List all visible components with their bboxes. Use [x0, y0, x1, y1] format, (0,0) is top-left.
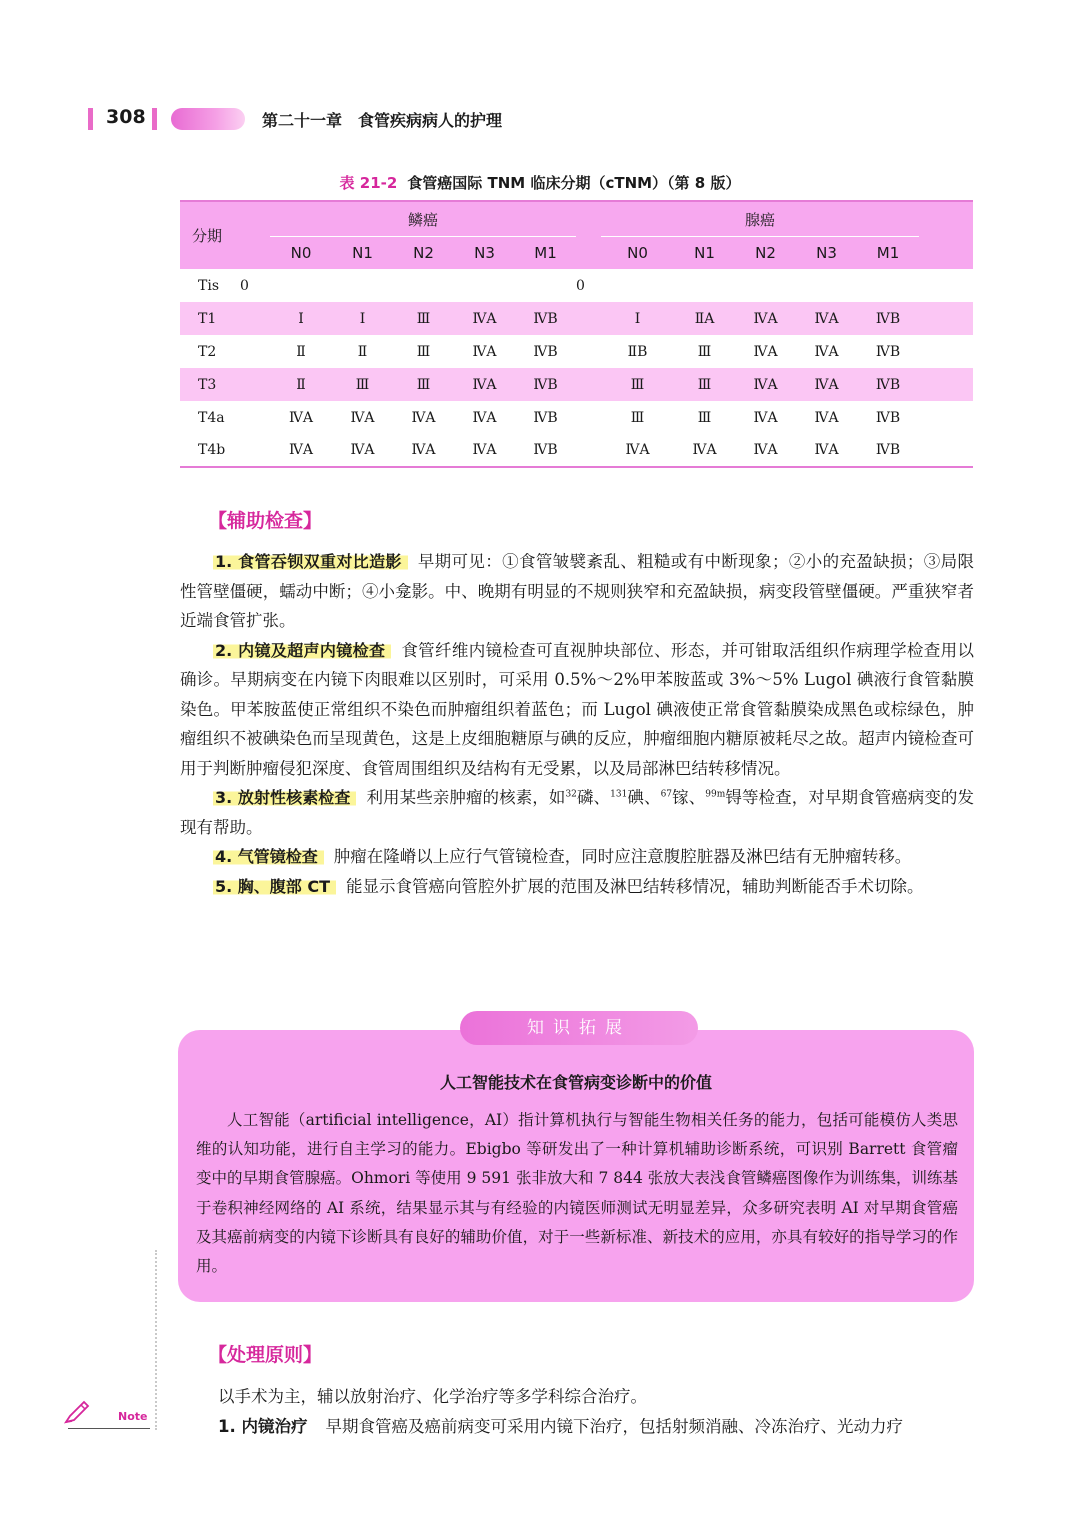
table-caption-number: 表 21-2	[339, 174, 398, 192]
table-cell	[601, 269, 674, 302]
knowledge-text	[196, 1106, 958, 1281]
table-cell	[857, 269, 919, 302]
aux-item-4-text: 肿瘤在隆嵴以上应行气管镜检查，同时应注意腹腔脏器及淋巴结有无肿瘤转移。	[333, 847, 912, 866]
table-cell: Ⅲ	[630, 409, 645, 426]
table-row	[180, 269, 973, 302]
table-cell: ⅣA	[472, 409, 497, 426]
col-header: M1	[534, 244, 557, 262]
table-cell: ⅡA	[694, 310, 715, 327]
table-cell: ⅣA	[472, 376, 497, 393]
note-underline	[68, 1428, 150, 1429]
table-cell: ⅣA	[288, 409, 314, 426]
col-header: N3	[474, 244, 495, 262]
table-cell: Ⅰ	[359, 310, 366, 327]
table-cell	[240, 335, 270, 368]
table-cell	[576, 401, 601, 434]
header-pill	[171, 108, 245, 130]
table-cell	[393, 269, 454, 302]
table-cell	[515, 269, 576, 302]
col-header: M1	[876, 244, 900, 262]
aux-item-1	[180, 547, 974, 636]
table-cell: ⅣA	[814, 343, 839, 360]
table-cell: Ⅰ	[298, 310, 304, 327]
table-cell: ⅣB	[875, 442, 901, 458]
table-cell: ⅣB	[533, 343, 558, 360]
stage-header: 分期	[192, 227, 223, 245]
table-cell: ⅣA	[472, 442, 497, 458]
col-header: N2	[755, 244, 776, 262]
note-label: Note	[118, 1410, 148, 1423]
page-number: 308	[106, 106, 146, 128]
tnm-table-wrapper	[180, 200, 973, 468]
isotope-sup: 32	[565, 789, 577, 800]
aux-item-1-label: 1. 食管吞钡双重对比造影	[213, 552, 408, 571]
table-cell: ⅣA	[753, 376, 778, 393]
table-cell	[674, 269, 735, 302]
table-cell: Ⅲ	[630, 376, 645, 393]
table-cell: ⅣA	[692, 442, 717, 458]
table-cell: ⅣA	[350, 442, 375, 458]
row-stage: T2	[198, 343, 217, 360]
table-cell: ⅣA	[411, 442, 436, 458]
table-cell: ⅣA	[753, 310, 778, 327]
row-stage: T4b	[198, 442, 226, 458]
table-cell	[576, 368, 601, 401]
table-row	[180, 401, 973, 434]
header-bar-left	[88, 108, 93, 130]
table-cell	[332, 269, 393, 302]
aux-item-1-text: 早期可见：①食管皱襞紊乱、粗糙或有中断现象；②小的充盈缺损；③局限性管壁僵硬，蠕动中断；④小龛影。中、晚期有明显的不规则狭窄和充盈缺损，病变段管壁僵硬。严重狭窄者近端食管扩张。	[180, 552, 974, 630]
table-cell: ⅣB	[533, 376, 558, 393]
table-row	[180, 434, 973, 467]
row-stage: T4a	[198, 409, 225, 426]
tnm-table	[180, 200, 973, 468]
table-row	[180, 335, 973, 368]
table-cell: ⅣA	[814, 442, 839, 458]
table-cell: ⅣA	[753, 442, 778, 458]
aux-paragraphs	[180, 547, 974, 901]
col-header: N2	[413, 244, 434, 262]
table-cell: ⅣA	[472, 343, 497, 360]
aux-item-3-label: 3. 放射性核素检查	[213, 788, 356, 807]
treatment-item-1-label: 1. 内镜治疗	[218, 1416, 308, 1436]
table-cell: 0	[576, 277, 585, 294]
row-stage: T3	[198, 376, 217, 393]
table-cell: ⅣB	[875, 310, 901, 327]
aux-item-5	[180, 872, 974, 902]
aux-heading: 【辅助检查】	[208, 510, 323, 532]
table-cell: ⅣB	[875, 343, 901, 360]
table-cell: ⅣB	[533, 409, 558, 426]
table-cell: ⅡB	[627, 343, 648, 360]
table-cell: ⅣA	[288, 442, 314, 458]
table-cell: ⅣA	[411, 409, 436, 426]
table-cell: Ⅱ	[296, 376, 306, 393]
isotope-text: 碘、	[627, 788, 661, 807]
row-stage: Tis	[198, 277, 219, 294]
col-header: N0	[290, 244, 312, 262]
aux-item-5-text: 能显示食管癌向管腔外扩展的范围及淋巴结转移情况，辅助判断能否手术切除。	[346, 876, 924, 896]
margin-dotted-line	[155, 1250, 157, 1430]
table-caption-title: 食管癌国际 TNM 临床分期（cTNM）（第 8 版）	[407, 174, 741, 192]
treatment-intro: 以手术为主，辅以放射治疗、化学治疗等多学科综合治疗。	[218, 1387, 647, 1406]
knowledge-paragraph: 人工智能（artificial intelligence，AI）指计算机执行与智能生物相关任务的能力，包括可能模仿人类思维的认知功能，进行自主学习的能力。Ebigbo 等研发出了一种计算机辅助诊断系统，可识别 Barrett 食管瘤变中的早期食管腺癌。Ohmori 等使用 9 591 张非放大和 7 844 张放大表浅食管鳞癌图像作为训练集，训练基于卷积神经网络的 AI 系统，结果显示其与有经验的内镜医师测试无明显差异，众多研究表明 AI 对早期食管癌及其癌前病变的内镜下诊断具有良好的辅助价值，对于一些新标准、新技术的应用，亦具有较好的指导学习的作用。	[196, 1111, 958, 1276]
table-cell: ⅣA	[625, 442, 650, 458]
table-cell: ⅣA	[753, 343, 778, 360]
table-cell: ⅣA	[814, 310, 839, 327]
table-cell	[240, 302, 270, 335]
table-cell: Ⅱ	[296, 343, 306, 360]
treatment-item-1	[218, 1412, 974, 1442]
table-cell: ⅣB	[533, 310, 558, 327]
col-header: N3	[816, 244, 837, 262]
pencil-icon	[62, 1398, 92, 1432]
aux-item-5-label: 5. 胸、腹部 CT	[213, 877, 336, 896]
table-caption	[0, 172, 1080, 193]
knowledge-tab: 知识拓展	[460, 1011, 698, 1045]
table-cell	[576, 302, 601, 335]
aux-item-3-text: 利用某些亲肿瘤的核素，如	[366, 788, 566, 807]
aux-item-2-label: 2. 内镜及超声内镜检查	[213, 641, 391, 660]
isotope-sup: 67	[660, 789, 673, 800]
aux-item-2	[180, 636, 974, 784]
aux-item-3	[180, 783, 974, 842]
table-cell	[576, 335, 601, 368]
isotope-sup: 131	[610, 789, 628, 800]
aux-item-2-text: 食管纤维内镜检查可直视肿块部位、形态，并可钳取活组织作病理学检查用以确诊。早期病变在内镜下肉眼难以区别时，可采用 0.5%～2%甲苯胺蓝或 3%～5% Lugol 碘液行食管黏膜染色。甲苯胺蓝使正常组织不染色而肿瘤组织着蓝色；而 Lugol 碘液使正常食管黏膜染成黑色或棕绿色，肿瘤组织不被碘染色而呈现黄色，这是上皮细胞糖原与碘的反应，肿瘤细胞内糖原被耗尽之故。超声内镜检查可用于判断肿瘤侵犯深度、食管周围组织及结构有无受累，以及局部淋巴结转移情况。	[180, 640, 974, 778]
table-cell: ⅣA	[350, 409, 375, 426]
table-cell	[240, 434, 270, 467]
group-squamous-header: 鳞癌	[270, 201, 576, 237]
table-cell: 0	[240, 277, 249, 294]
table-cell: Ⅰ	[634, 310, 641, 327]
row-stage: T1	[198, 310, 217, 327]
table-cell: ⅣA	[753, 409, 778, 426]
table-cell: ⅣB	[875, 409, 901, 426]
table-cell: Ⅱ	[357, 343, 368, 360]
table-cell	[270, 269, 332, 302]
table-cell: Ⅲ	[416, 343, 431, 360]
table-cell: Ⅲ	[697, 409, 712, 426]
table-row	[180, 302, 973, 335]
table-cell	[796, 269, 857, 302]
treatment-heading: 【处理原则】	[208, 1344, 323, 1366]
table-cell: ⅣA	[472, 310, 497, 327]
table-cell: ⅣA	[814, 376, 839, 393]
col-header: N1	[694, 244, 715, 262]
table-cell: Ⅲ	[416, 310, 431, 327]
knowledge-title: 人工智能技术在食管病变诊断中的价值	[439, 1073, 712, 1092]
table-cell: ⅣB	[875, 376, 901, 393]
treatment-paragraphs	[218, 1382, 974, 1441]
col-header: N1	[352, 244, 373, 262]
isotope-sup: 99m	[705, 789, 726, 800]
aux-item-3-text-end: 锝等检查，对早期食管癌病变的发现有帮助。	[180, 788, 975, 837]
isotope-text: 镓、	[672, 788, 706, 807]
table-cell	[735, 269, 796, 302]
table-cell: Ⅲ	[416, 376, 431, 393]
aux-item-4	[180, 842, 974, 872]
table-cell: ⅣA	[814, 409, 839, 426]
table-cell	[454, 269, 515, 302]
table-cell	[576, 434, 601, 467]
table-cell: Ⅲ	[697, 376, 712, 393]
isotope-text: 磷、	[576, 788, 611, 807]
aux-item-4-label: 4. 气管镜检查	[213, 847, 324, 866]
table-cell: Ⅲ	[355, 376, 370, 393]
group-adeno-header: 腺癌	[601, 201, 919, 237]
col-header: N0	[627, 244, 648, 262]
treatment-item-1-text: 早期食管癌及癌前病变可采用内镜下治疗，包括射频消融、冷冻治疗、光动力疗	[325, 1416, 903, 1436]
table-cell: Ⅲ	[697, 343, 712, 360]
header-bar-right	[152, 108, 157, 130]
table-row	[180, 368, 973, 401]
table-cell: ⅣB	[533, 442, 558, 458]
table-cell	[240, 368, 270, 401]
chapter-title: 第二十一章 食管疾病病人的护理	[262, 111, 503, 130]
table-cell	[240, 401, 270, 434]
